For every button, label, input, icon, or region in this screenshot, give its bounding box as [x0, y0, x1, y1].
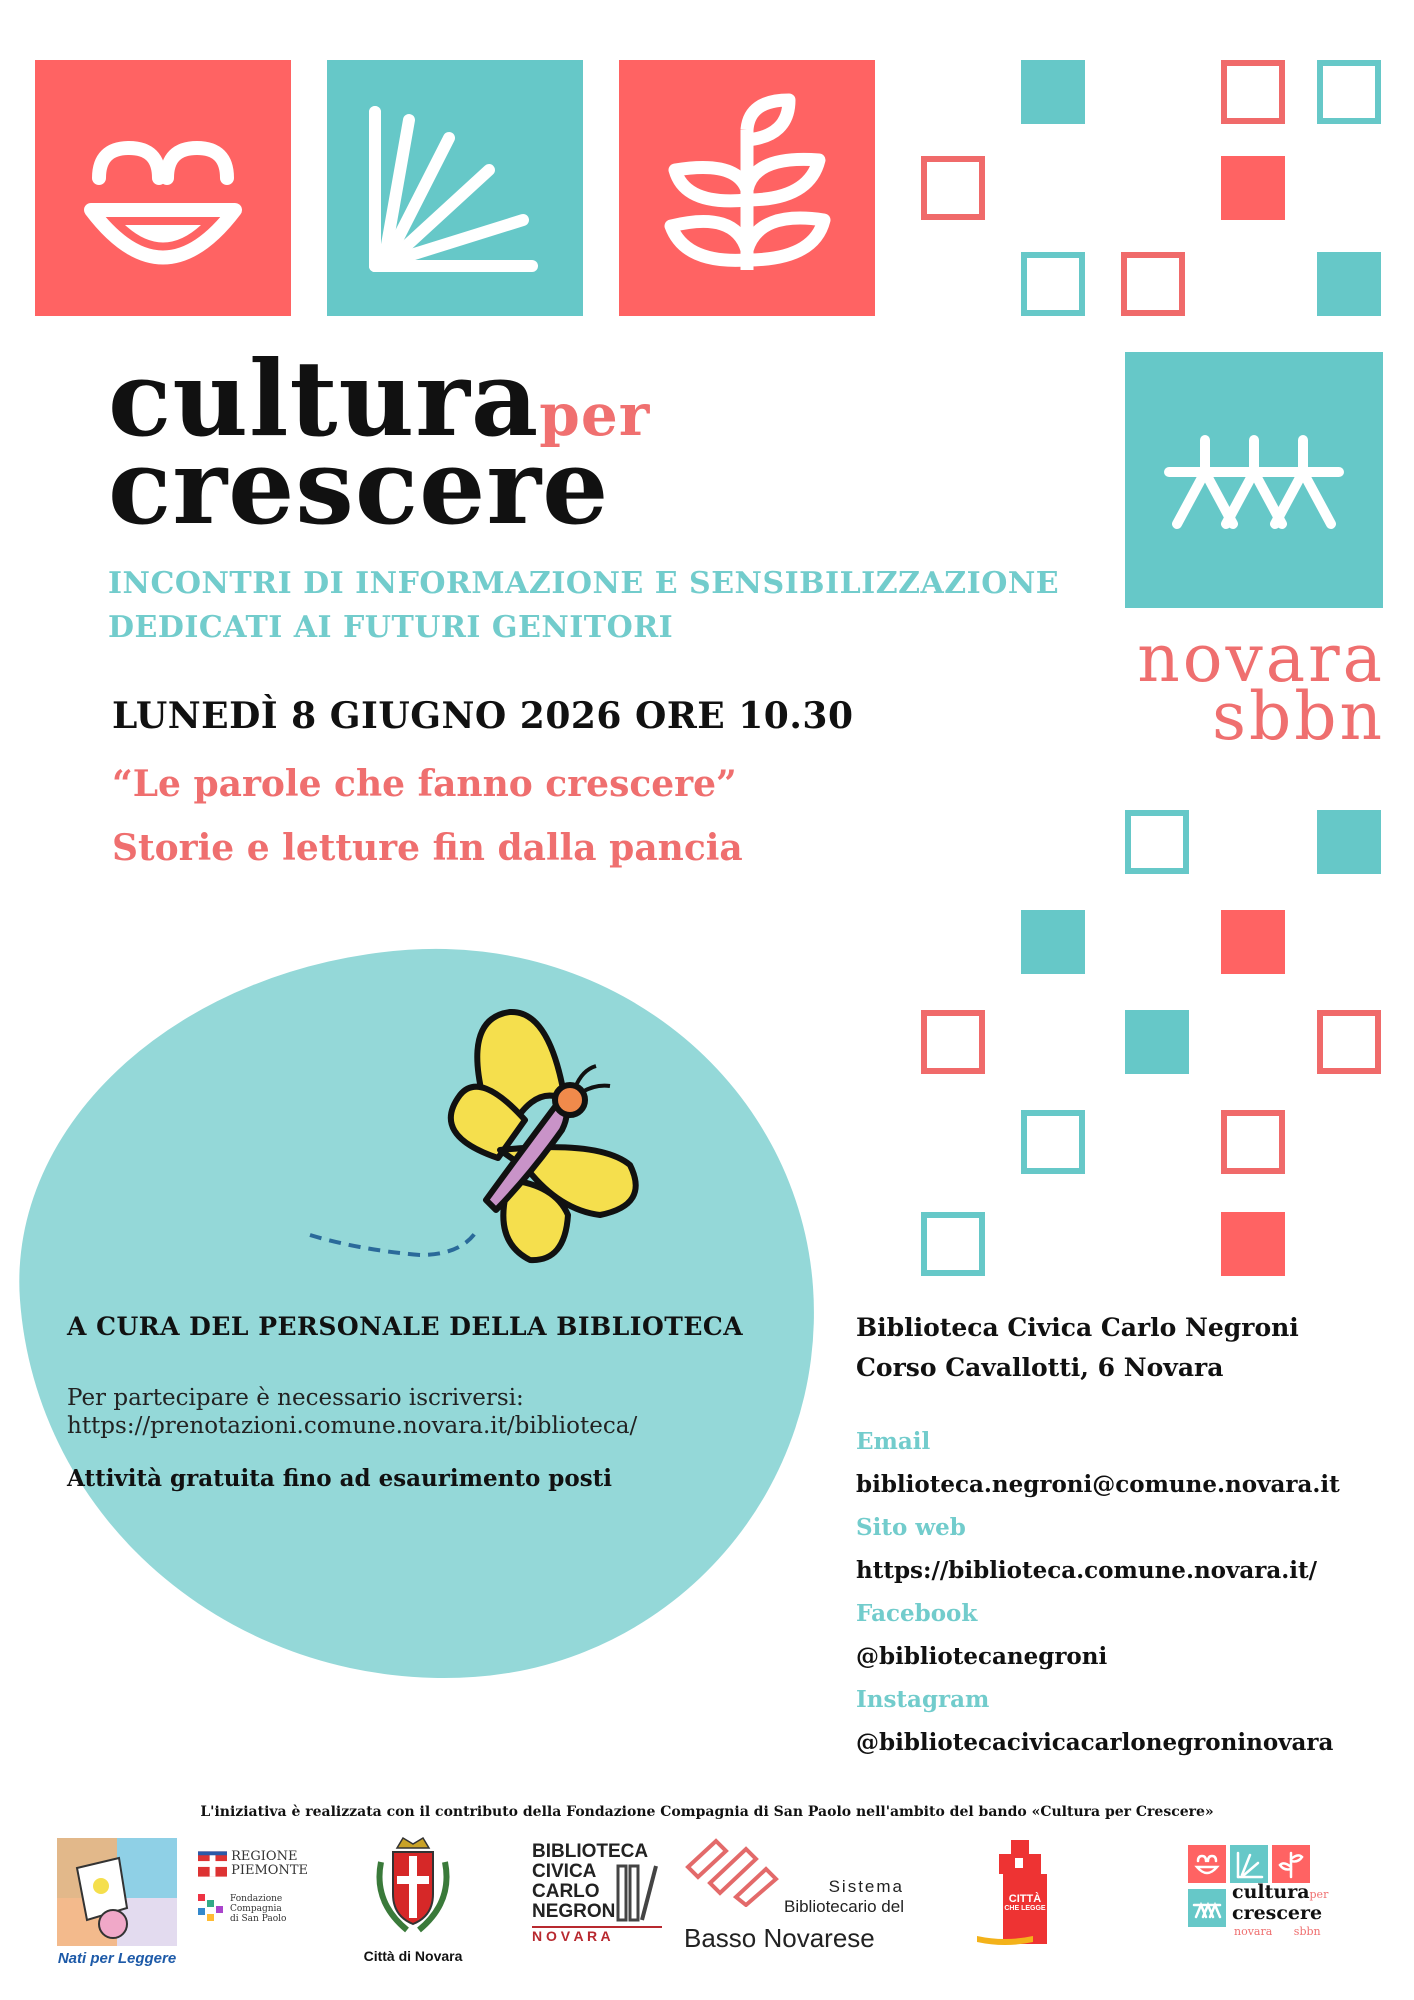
sbbn-word: sbbn [1212, 678, 1385, 755]
contact-email[interactable]: biblioteca.negroni@comune.novara.it [856, 1471, 1340, 1498]
butterfly-icon [300, 1000, 700, 1280]
event-subtitle: Storie e letture fin dalla pancia [112, 827, 743, 869]
deco-square [1221, 1212, 1285, 1276]
funding-note: L'iniziativa è realizzata con il contributo della Fondazione Compagnia di San Paolo nell'ambito del bando «Cultura per Crescere» [200, 1804, 1214, 1820]
cpc-novara: novara [1234, 1925, 1273, 1938]
citta-novara-label: Città di Novara [363, 1948, 463, 1964]
deco-square [1221, 1110, 1285, 1174]
logo-cultura-per-crescere [1188, 1845, 1348, 1955]
logo-nati-per-leggere [57, 1838, 177, 1968]
fan-tile [327, 60, 583, 316]
contact-label-website: Sito web [856, 1514, 966, 1541]
logo-citta-di-novara [358, 1832, 468, 1964]
deco-square [1221, 60, 1285, 124]
deco-square [1317, 60, 1381, 124]
contact-label-instagram: Instagram [856, 1686, 990, 1713]
regione-line2: PIEMONTE [231, 1863, 308, 1878]
citta-legge-line2: CHE LEGGE [1004, 1905, 1046, 1912]
bookshelf-icon [616, 1864, 660, 1922]
cpc-per: per [1309, 1888, 1329, 1901]
leaf-tile [619, 60, 875, 316]
logo-biblioteca-negroni [532, 1842, 662, 1944]
sistema-icon [680, 1837, 800, 1907]
venue-name: Biblioteca Civica Carlo Negroni [856, 1313, 1299, 1342]
organizer-heading: A CURA DEL PERSONALE DELLA BIBLIOTECA [67, 1312, 744, 1341]
logo-regione-piemonte [198, 1850, 308, 1924]
contact-facebook[interactable]: @bibliotecanegroni [856, 1643, 1108, 1670]
deco-square [1317, 810, 1381, 874]
subtitle-line1: INCONTRI DI INFORMAZIONE E SENSIBILIZZAZIONE [108, 566, 1060, 601]
sbbn-icon [1125, 352, 1383, 608]
npl-label: Nati per Leggere [57, 1950, 177, 1967]
deco-square [921, 1010, 985, 1074]
deco-square [1317, 1010, 1381, 1074]
bib-line4: NEGRONI [532, 1901, 621, 1922]
venue-address: Corso Cavallotti, 6 Novara [856, 1353, 1224, 1382]
smile-tile [35, 60, 291, 316]
fondazione-line1: Fondazione [230, 1894, 283, 1904]
leaf-icon [619, 60, 875, 316]
deco-square [1021, 910, 1085, 974]
title-line2: crescere [108, 425, 610, 548]
cpc-cultura: cultura [1232, 1881, 1310, 1903]
npl-illustration [57, 1838, 177, 1946]
event-date: LUNEDÌ 8 GIUGNO 2026 ORE 10.30 [112, 695, 854, 737]
subtitle [108, 562, 1059, 650]
subtitle-line2: DEDICATI AI FUTURI GENITORI [108, 610, 674, 645]
piemonte-flag-icon [198, 1851, 227, 1877]
novara-word: novara [1137, 620, 1385, 697]
sbbn-wordmark [1100, 620, 1385, 755]
citta-legge-line1: CITTÀ [1008, 1893, 1042, 1905]
fan-icon [327, 60, 583, 316]
fondazione-line3: di San Paolo [230, 1914, 287, 1924]
novara-coat-of-arms-icon [367, 1832, 459, 1942]
contact-website[interactable]: https://biblioteca.comune.novara.it/ [856, 1557, 1318, 1584]
deco-square [1317, 252, 1381, 316]
free-activity: Attività gratuita fino ad esaurimento posti [67, 1465, 613, 1492]
sbbn-logo-tile [1125, 352, 1383, 608]
title-per: per [539, 381, 651, 449]
contact-label-email: Email [856, 1428, 931, 1455]
signup-link[interactable]: https://prenotazioni.comune.novara.it/biblioteca/ [67, 1413, 638, 1439]
deco-square [1125, 1010, 1189, 1074]
sistema-line3: Basso Novarese [684, 1923, 875, 1953]
venue [856, 1308, 1299, 1388]
fondazione-icon [198, 1894, 224, 1924]
fondazione-line2: Compagnia [230, 1904, 282, 1914]
deco-square [1221, 156, 1285, 220]
bib-line3: CARLO [532, 1881, 600, 1902]
logo-sistema-bibliotecario [680, 1835, 910, 1955]
deco-square [1021, 60, 1085, 124]
deco-square [921, 156, 985, 220]
logo-citta-che-legge [975, 1838, 1075, 1948]
deco-square [1021, 252, 1085, 316]
signup-line1: Per partecipare è necessario iscriversi: [67, 1385, 524, 1411]
deco-square [1125, 810, 1189, 874]
sistema-line2: Bibliotecario del [783, 1897, 904, 1916]
cpc-crescere: crescere [1232, 1902, 1323, 1924]
event-title: “Le parole che fanno crescere” [112, 763, 737, 805]
smile-icon [35, 60, 291, 316]
deco-square [921, 1212, 985, 1276]
deco-square [1121, 252, 1185, 316]
bib-line1: BIBLIOTECA [532, 1841, 649, 1862]
contact-label-facebook: Facebook [856, 1600, 978, 1627]
signup-info [67, 1384, 637, 1440]
deco-square [1221, 910, 1285, 974]
bib-line5: N O V A R A [532, 1926, 662, 1944]
sistema-line1: Sistema [828, 1877, 904, 1896]
event-title-block [112, 752, 743, 880]
cpc-sbbn: sbbn [1293, 1925, 1321, 1938]
title-cultura: cultura [108, 337, 540, 460]
bib-line2: CIVICA [532, 1861, 597, 1882]
contact-instagram[interactable]: @bibliotecacivicacarlonegroninovara [856, 1729, 1334, 1756]
deco-square [1021, 1110, 1085, 1174]
regione-line1: REGIONE [231, 1849, 298, 1864]
